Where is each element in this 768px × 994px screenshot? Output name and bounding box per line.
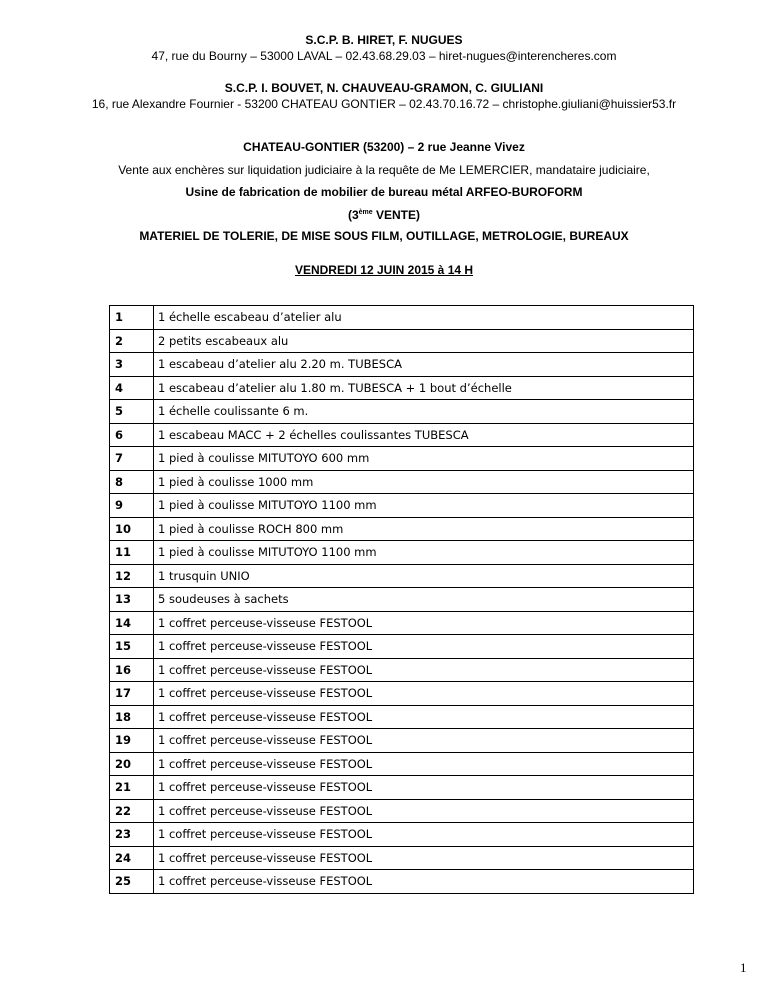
- lot-number: 22: [110, 799, 154, 823]
- lot-number: 23: [110, 823, 154, 847]
- lot-row: [110, 799, 694, 823]
- lot-row: [110, 306, 694, 330]
- lot-description: 1 coffret perceuse-visseuse FESTOOL: [154, 682, 694, 706]
- lot-number: 9: [110, 494, 154, 518]
- lot-number: 25: [110, 870, 154, 894]
- lot-description: 1 escabeau d’atelier alu 2.20 m. TUBESCA: [154, 353, 694, 377]
- lot-description: 1 coffret perceuse-visseuse FESTOOL: [154, 799, 694, 823]
- lot-row: [110, 470, 694, 494]
- lot-row: [110, 658, 694, 682]
- lot-description: 1 pied à coulisse 1000 mm: [154, 470, 694, 494]
- edition-prefix: (3: [347, 208, 359, 222]
- lot-number: 1: [110, 306, 154, 330]
- lot-number: 4: [110, 376, 154, 400]
- edition-suffix: VENTE): [372, 208, 421, 222]
- lot-number: 3: [110, 353, 154, 377]
- lot-description: 1 pied à coulisse ROCH 800 mm: [154, 517, 694, 541]
- lot-number: 18: [110, 705, 154, 729]
- lot-row: [110, 611, 694, 635]
- lot-description: 1 coffret perceuse-visseuse FESTOOL: [154, 705, 694, 729]
- page-number: 1: [740, 960, 747, 975]
- lot-number: 2: [110, 329, 154, 353]
- lot-description: 1 coffret perceuse-visseuse FESTOOL: [154, 729, 694, 753]
- lot-description: 1 pied à coulisse MITUTOYO 600 mm: [154, 447, 694, 471]
- lot-row: [110, 353, 694, 377]
- lot-number: 5: [110, 400, 154, 424]
- lot-description: 1 coffret perceuse-visseuse FESTOOL: [154, 870, 694, 894]
- lot-row: [110, 752, 694, 776]
- lot-row: [110, 846, 694, 870]
- lot-number: 15: [110, 635, 154, 659]
- lots-table: [109, 305, 694, 894]
- edition-superscript: ème: [358, 209, 373, 216]
- lot-number: 17: [110, 682, 154, 706]
- lot-description: 1 échelle escabeau d’atelier alu: [154, 306, 694, 330]
- lot-row: [110, 682, 694, 706]
- lot-number: 6: [110, 423, 154, 447]
- company-name: Usine de fabrication de mobilier de bureau métal ARFEO-BUROFORM: [185, 185, 583, 199]
- lot-row: [110, 447, 694, 471]
- lot-description: 1 pied à coulisse MITUTOYO 1100 mm: [154, 494, 694, 518]
- lot-number: 10: [110, 517, 154, 541]
- lot-row: [110, 517, 694, 541]
- lot-row: [110, 400, 694, 424]
- lot-number: 20: [110, 752, 154, 776]
- lot-description: 1 coffret perceuse-visseuse FESTOOL: [154, 846, 694, 870]
- lot-number: 11: [110, 541, 154, 565]
- etude1-name: S.C.P. B. HIRET, F. NUGUES: [305, 33, 463, 47]
- lot-description: 1 coffret perceuse-visseuse FESTOOL: [154, 776, 694, 800]
- lot-number: 13: [110, 588, 154, 612]
- sale-edition: [0, 207, 768, 223]
- sale-description: Vente aux enchères sur liquidation judiciaire à la requête de Me LEMERCIER, mandataire judiciaire,: [118, 163, 650, 177]
- lot-number: 19: [110, 729, 154, 753]
- lot-row: [110, 494, 694, 518]
- lot-number: 16: [110, 658, 154, 682]
- lot-description: 1 trusquin UNIO: [154, 564, 694, 588]
- lot-row: [110, 329, 694, 353]
- lot-row: [110, 564, 694, 588]
- lot-description: 1 pied à coulisse MITUTOYO 1100 mm: [154, 541, 694, 565]
- lot-row: [110, 705, 694, 729]
- etude2-address: 16, rue Alexandre Fournier - 53200 CHATEAU GONTIER – 02.43.70.16.72 – christophe.giuliani@huissier53.fr: [91, 97, 677, 111]
- lot-description: 1 escabeau d’atelier alu 1.80 m. TUBESCA + 1 bout d’échelle: [154, 376, 694, 400]
- lot-row: [110, 376, 694, 400]
- sale-location: CHATEAU-GONTIER (53200) – 2 rue Jeanne Vivez: [243, 140, 525, 154]
- lot-number: 8: [110, 470, 154, 494]
- sale-date: VENDREDI 12 JUIN 2015 à 14 H: [294, 263, 474, 277]
- sale-categories: MATERIEL DE TOLERIE, DE MISE SOUS FILM, OUTILLAGE, METROLOGIE, BUREAUX: [139, 229, 629, 243]
- lot-description: 1 coffret perceuse-visseuse FESTOOL: [154, 658, 694, 682]
- lot-number: 12: [110, 564, 154, 588]
- lot-row: [110, 870, 694, 894]
- lot-row: [110, 729, 694, 753]
- etude2-name: S.C.P. I. BOUVET, N. CHAUVEAU-GRAMON, C. GIULIANI: [224, 81, 544, 95]
- lot-description: 1 échelle coulissante 6 m.: [154, 400, 694, 424]
- lot-description: 1 escabeau MACC + 2 échelles coulissantes TUBESCA: [154, 423, 694, 447]
- etude1-address: 47, rue du Bourny – 53000 LAVAL – 02.43.68.29.03 – hiret-nugues@interencheres.com: [151, 49, 617, 63]
- lots-table-body: [110, 306, 694, 894]
- lot-number: 7: [110, 447, 154, 471]
- lot-description: 1 coffret perceuse-visseuse FESTOOL: [154, 611, 694, 635]
- lot-description: 2 petits escabeaux alu: [154, 329, 694, 353]
- lot-description: 1 coffret perceuse-visseuse FESTOOL: [154, 752, 694, 776]
- lot-number: 24: [110, 846, 154, 870]
- lot-row: [110, 541, 694, 565]
- lot-number: 21: [110, 776, 154, 800]
- lot-number: 14: [110, 611, 154, 635]
- lot-row: [110, 635, 694, 659]
- lot-row: [110, 423, 694, 447]
- lot-row: [110, 588, 694, 612]
- lot-description: 5 soudeuses à sachets: [154, 588, 694, 612]
- lot-description: 1 coffret perceuse-visseuse FESTOOL: [154, 823, 694, 847]
- lot-row: [110, 823, 694, 847]
- lot-row: [110, 776, 694, 800]
- lot-description: 1 coffret perceuse-visseuse FESTOOL: [154, 635, 694, 659]
